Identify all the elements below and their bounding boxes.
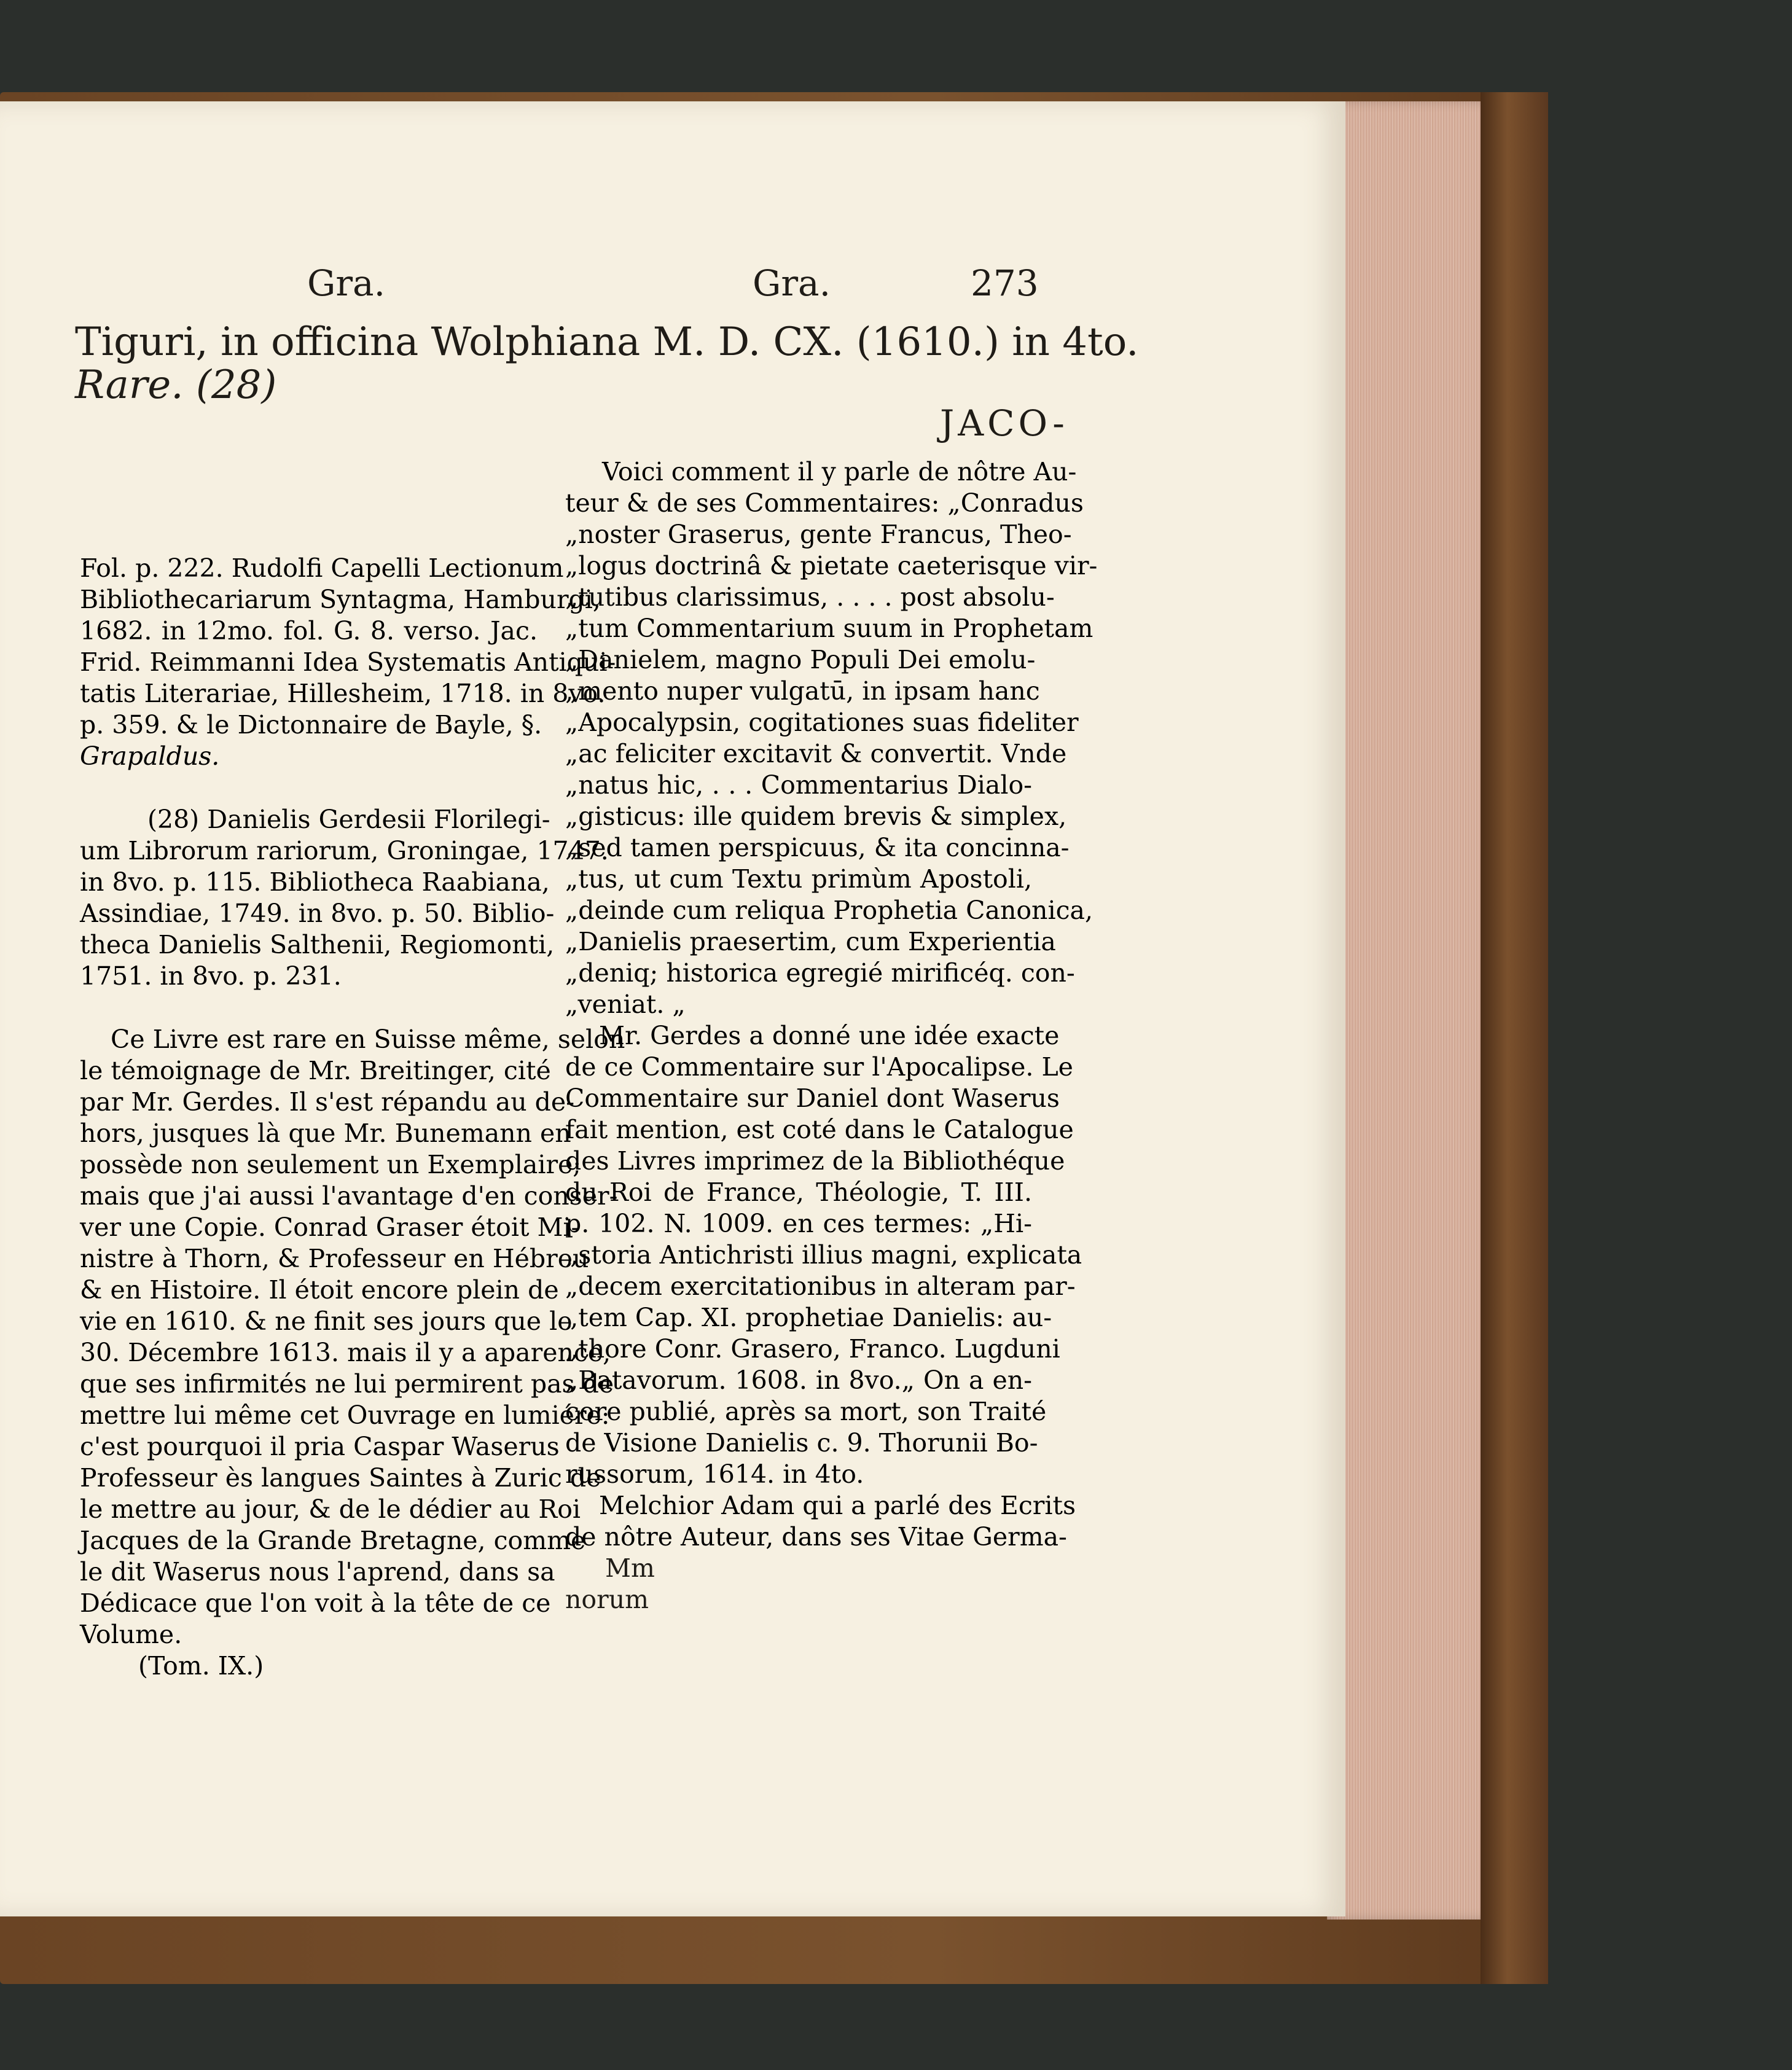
text-line: „tutibus clarissimus, . . . . post absolu- xyxy=(565,582,1055,612)
text-line: des Livres imprimez de la Bibliothéque xyxy=(565,1146,1065,1176)
text-line: „tus, ut cum Textu primùm Apostoli, xyxy=(565,864,1032,894)
text-line: teur & de ses Commentaires: „Conradus xyxy=(565,488,1084,518)
text-line: de ce Commentaire sur l'Apocalipse. Le xyxy=(565,1052,1073,1082)
text-line: le témoignage de Mr. Breitinger, cité xyxy=(80,1056,551,1085)
running-head-left: Gra. xyxy=(307,262,386,304)
text-line: Bibliothecariarum Syntagma, Hamburgi, xyxy=(80,585,601,614)
text-line: p. 102. N. 1009. en ces termes: „Hi- xyxy=(565,1209,1032,1238)
text-line: tatis Literariae, Hillesheim, 1718. in 8vo. xyxy=(80,679,606,708)
text-line: Grapaldus. xyxy=(80,741,220,771)
text-line: „deinde cum reliqua Prophetia Canonica, xyxy=(565,896,1094,925)
signature-mark: Mm xyxy=(605,1553,655,1583)
text-line: Professeur ès langues Saintes à Zuric de xyxy=(80,1463,601,1493)
text-line: „logus doctrinâ & pietate caeterisque vir- xyxy=(565,551,1098,580)
text-line: nistre à Thorn, & Professeur en Hébreu xyxy=(80,1244,589,1273)
text-line: Frid. Reimmanni Idea Systematis Antiqui- xyxy=(80,647,616,677)
text-line: le mettre au jour, & de le dédier au Roi xyxy=(80,1494,581,1524)
text-line: Ce Livre est rare en Suisse même, selon xyxy=(111,1025,625,1054)
adam-paragraph xyxy=(565,1490,1076,1553)
text-line: „noster Graserus, gente Francus, Theo- xyxy=(565,520,1072,549)
text-line: (28) Danielis Gerdesii Florilegi- xyxy=(147,805,550,834)
imprint-line: Tiguri, in officina Wolphiana M. D. CX. (1610.) in 4to. xyxy=(75,319,1139,365)
text-line: 1682. in 12mo. fol. G. 8. verso. Jac. xyxy=(80,616,538,646)
text-line: possède non seulement un Exemplaire; xyxy=(80,1150,582,1179)
text-line: ver une Copie. Conrad Graser étoit Mi- xyxy=(80,1213,580,1242)
volume-footer: (Tom. IX.) xyxy=(138,1651,264,1681)
text-line: „Apocalypsin, cogitationes suas fideliter xyxy=(565,708,1079,737)
text-line: Commentaire sur Daniel dont Waserus xyxy=(565,1084,1060,1113)
text-line: de Visione Danielis c. 9. Thorunii Bo- xyxy=(565,1428,1038,1458)
text-line: „ac feliciter excitavit & convertit. Vnde xyxy=(565,739,1067,768)
text-line: par Mr. Gerdes. Il s'est répandu au de- xyxy=(80,1087,575,1117)
gerdes-paragraph xyxy=(565,1020,1082,1490)
text-line: core publié, après sa mort, son Traité xyxy=(565,1397,1047,1426)
rarity-line: Rare. (28) xyxy=(75,362,277,408)
text-line: „Danielis praesertim, cum Experientia xyxy=(565,927,1056,956)
footnote-28 xyxy=(80,804,550,835)
text-line: Volume. xyxy=(80,1620,182,1649)
text-line: fait mention, est coté dans le Catalogue xyxy=(565,1115,1074,1144)
page-edges xyxy=(1327,101,1487,1920)
text-line: „decem exercitationibus in alteram par- xyxy=(565,1271,1076,1301)
text-line: 30. Décembre 1613. mais il y a aparence, xyxy=(80,1338,611,1367)
text-line: mais que j'ai aussi l'avantage d'en conser- xyxy=(80,1181,618,1211)
quotation-paragraph xyxy=(565,456,1098,1020)
right-column xyxy=(565,456,1098,1614)
footnote-continued xyxy=(80,553,616,772)
text-line: le dit Waserus nous l'aprend, dans sa xyxy=(80,1557,555,1587)
text-line: c'est pourquoi il pria Caspar Waserus xyxy=(80,1432,560,1461)
catchword-bottom: norum xyxy=(565,1585,649,1614)
text-line: du Roi de France, Théologie, T. III. xyxy=(565,1178,1032,1207)
text-line: Fol. p. 222. Rudolfi Capelli Lectionum xyxy=(80,553,564,583)
text-line: „sed tamen perspicuus, & ita concinna- xyxy=(565,833,1070,862)
text-line: „storia Antichristi illius magni, explicata xyxy=(565,1240,1082,1270)
page-bottom-line xyxy=(565,1553,1032,1614)
footnote-28-body xyxy=(80,835,609,992)
text-line: „Danielem, magno Populi Dei emolu- xyxy=(565,645,1036,674)
text-line: & en Histoire. Il étoit encore plein de xyxy=(80,1275,559,1305)
text-line: vie en 1610. & ne finit ses jours que le xyxy=(80,1306,573,1336)
text-line: „deniq; historica egregié mirificéq. con- xyxy=(565,958,1075,988)
text-line: de nôtre Auteur, dans ses Vitae Germa- xyxy=(565,1522,1067,1552)
text-line: „mento nuper vulgatū, in ipsam hanc xyxy=(565,676,1040,706)
text-line: „thore Conr. Grasero, Franco. Lugduni xyxy=(565,1334,1060,1364)
text-line: Jacques de la Grande Bretagne, comme xyxy=(80,1526,586,1555)
text-line: theca Danielis Salthenii, Regiomonti, xyxy=(80,930,555,959)
text-line: russorum, 1614. in 4to. xyxy=(565,1459,864,1489)
book-binding xyxy=(1481,92,1548,1984)
text-line: que ses infirmités ne lui permirent pas de xyxy=(80,1369,614,1399)
running-head-center: Gra. xyxy=(753,262,831,304)
text-line: p. 359. & le Dictonnaire de Bayle, §. xyxy=(80,710,542,740)
text-line: „natus hic, . . . Commentarius Dialo- xyxy=(565,770,1032,800)
text-line: „tum Commentarium suum in Prophetam xyxy=(565,614,1094,643)
text-line: in 8vo. p. 115. Bibliotheca Raabiana, xyxy=(80,867,550,897)
text-line: hors, jusques là que Mr. Bunemann en xyxy=(80,1119,571,1148)
text-line: 1751. in 8vo. p. 231. xyxy=(80,961,342,991)
text-line: „tem Cap. XI. prophetiae Danielis: au- xyxy=(565,1303,1052,1332)
catchword-top: JACO- xyxy=(940,402,1068,444)
text-line: Assindiae, 1749. in 8vo. p. 50. Biblio- xyxy=(80,899,555,928)
text-line: Melchior Adam qui a parlé des Ecrits xyxy=(599,1491,1076,1520)
text-line: Mr. Gerdes a donné une idée exacte xyxy=(599,1021,1060,1050)
text-line: Voici comment il y parle de nôtre Au- xyxy=(602,457,1077,486)
text-line: „gisticus: ille quidem brevis & simplex, xyxy=(565,802,1067,831)
text-line: „Batavorum. 1608. in 8vo.„ On a en- xyxy=(565,1365,1032,1395)
text-line: mettre lui même cet Ouvrage en lumiére: xyxy=(80,1400,610,1430)
text-line: „veniat. „ xyxy=(565,990,686,1019)
text-line: um Librorum rariorum, Groningae, 1747. xyxy=(80,836,609,865)
text-line: Dédicace que l'on voit à la tête de ce xyxy=(80,1588,551,1618)
page-number: 273 xyxy=(971,262,1039,304)
